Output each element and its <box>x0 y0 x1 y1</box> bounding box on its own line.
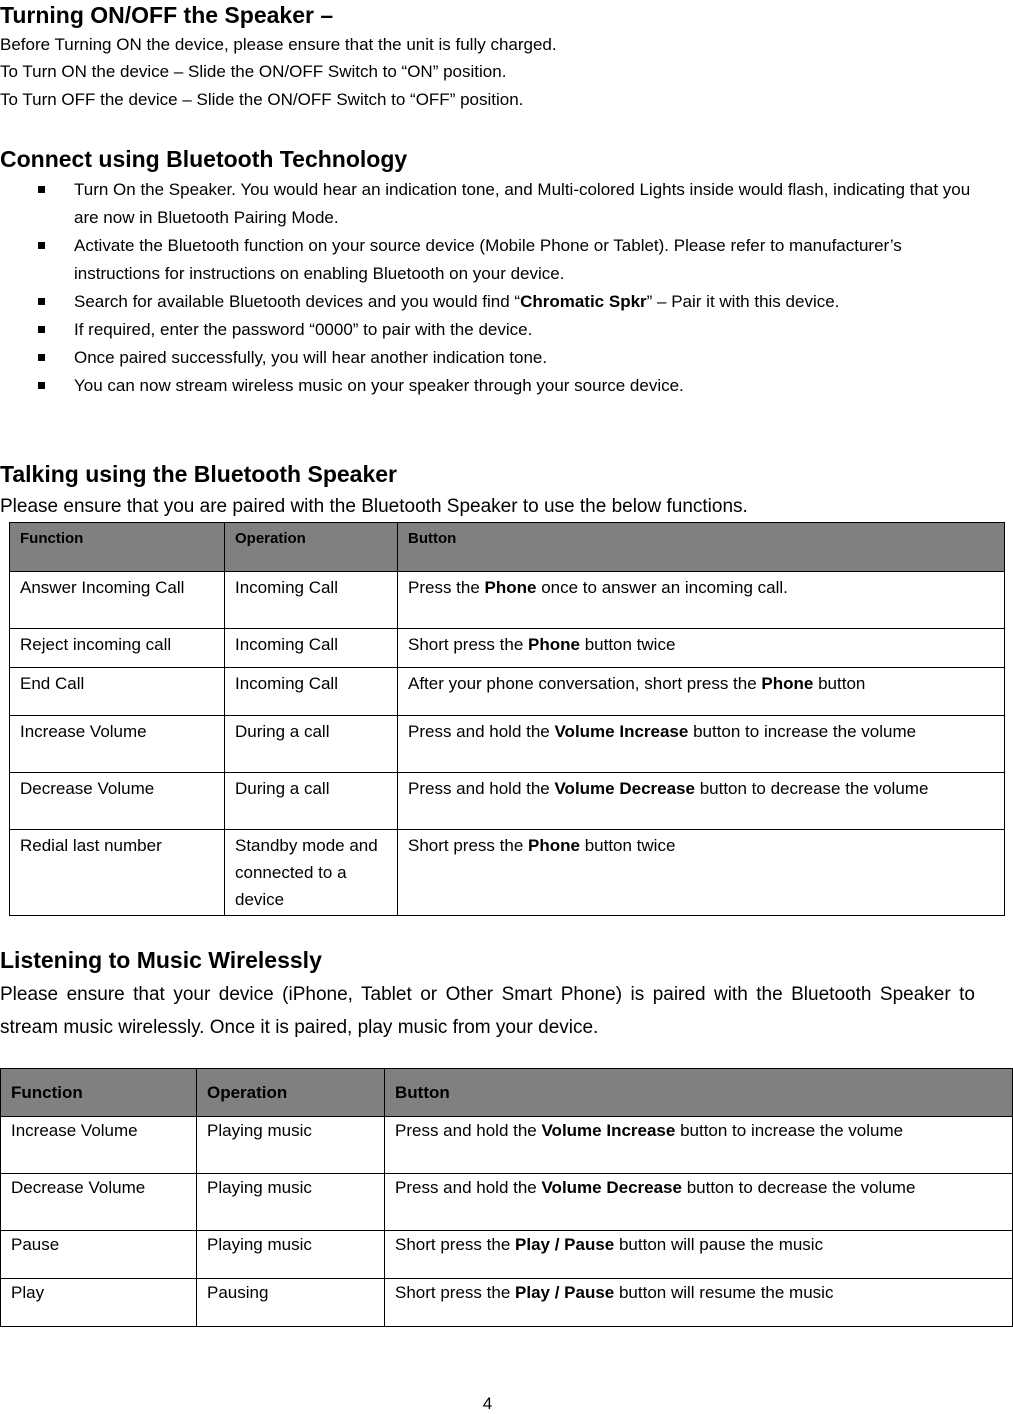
table-row <box>10 629 1005 668</box>
list-item <box>38 288 976 316</box>
button-text: Short press the <box>408 836 529 855</box>
button-text: button will resume the music <box>614 1283 834 1302</box>
step-text: Activate the Bluetooth function on your source device (Mobile Phone or Tablet). Please refer to manufacturer’s instructions for instructions on enabling Bluetooth on your device. <box>74 236 902 283</box>
operation-cell: Playing music <box>197 1117 385 1174</box>
operation-cell: Playing music <box>197 1231 385 1279</box>
column-header: Function <box>10 523 225 572</box>
function-cell: Increase Volume <box>1 1117 197 1174</box>
button-text: Press and hold the <box>395 1121 542 1140</box>
operation-cell: Incoming Call <box>225 668 398 716</box>
music-functions-table <box>0 1068 1013 1327</box>
square-bullet-icon <box>38 354 45 361</box>
column-header: Operation <box>197 1069 385 1117</box>
step-text: ” – Pair it with this device. <box>646 292 840 311</box>
function-cell: Pause <box>1 1231 197 1279</box>
button-text: Press and hold the <box>408 722 555 741</box>
button-cell <box>398 629 1005 668</box>
step-text: Once paired successfully, you will hear another indication tone. <box>74 348 548 367</box>
function-cell: Decrease Volume <box>10 773 225 830</box>
power-line: To Turn OFF the device – Slide the ON/OFF Switch to “OFF” position. <box>0 90 524 109</box>
button-name: Play / Pause <box>515 1283 615 1302</box>
operation-cell: Pausing <box>197 1279 385 1327</box>
square-bullet-icon <box>38 186 45 193</box>
function-cell: Play <box>1 1279 197 1327</box>
table-row <box>10 716 1005 773</box>
table-row <box>1 1174 1013 1231</box>
bluetooth-steps-list <box>38 176 976 400</box>
section-title-power: Turning ON/OFF the Speaker – <box>0 2 334 28</box>
button-cell <box>385 1174 1013 1231</box>
button-name: Volume Increase <box>541 1121 676 1140</box>
square-bullet-icon <box>38 298 45 305</box>
talking-intro: Please ensure that you are paired with the Bluetooth Speaker to use the below functions. <box>0 496 748 517</box>
button-cell <box>385 1279 1013 1327</box>
operation-cell: During a call <box>225 716 398 773</box>
button-text: button to decrease the volume <box>694 779 929 798</box>
table-row <box>10 830 1005 916</box>
table-row <box>10 668 1005 716</box>
button-name: Phone <box>761 674 814 693</box>
button-cell <box>398 830 1005 916</box>
button-text: Press and hold the <box>395 1178 542 1197</box>
square-bullet-icon <box>38 242 45 249</box>
square-bullet-icon <box>38 382 45 389</box>
call-functions-table <box>9 522 1005 916</box>
button-text: button twice <box>579 836 676 855</box>
operation-cell: Playing music <box>197 1174 385 1231</box>
function-cell: Reject incoming call <box>10 629 225 668</box>
table-row <box>10 773 1005 830</box>
button-cell <box>398 773 1005 830</box>
operation-cell: During a call <box>225 773 398 830</box>
button-text: button <box>813 674 866 693</box>
music-intro: Please ensure that your device (iPhone, Tablet or Other Smart Phone) is paired with the Bluetooth Speaker to stream music wirelessly. Once it is paired, play music from your device. <box>0 984 975 1038</box>
operation-cell: Incoming Call <box>225 572 398 629</box>
list-item <box>38 176 976 232</box>
button-text: Short press the <box>395 1283 516 1302</box>
button-name: Phone <box>528 635 580 654</box>
function-cell: Increase Volume <box>10 716 225 773</box>
section-title-bluetooth: Connect using Bluetooth Technology <box>0 146 408 172</box>
power-line: Before Turning ON the device, please ensure that the unit is fully charged. <box>0 35 557 54</box>
step-text: You can now stream wireless music on your speaker through your source device. <box>74 376 684 395</box>
list-item <box>38 316 976 344</box>
button-name: Phone <box>528 836 580 855</box>
column-header: Button <box>385 1069 1013 1117</box>
button-cell <box>385 1117 1013 1174</box>
list-item <box>38 232 976 288</box>
function-cell: End Call <box>10 668 225 716</box>
step-text: If required, enter the password “0000” to pair with the device. <box>74 320 533 339</box>
table-row <box>1 1279 1013 1327</box>
table-row <box>1 1117 1013 1174</box>
column-header: Function <box>1 1069 197 1117</box>
button-text: button to increase the volume <box>675 1121 904 1140</box>
column-header: Button <box>398 523 1005 572</box>
button-text: After your phone conversation, short press the <box>408 674 762 693</box>
function-cell: Answer Incoming Call <box>10 572 225 629</box>
operation-cell: Incoming Call <box>225 629 398 668</box>
table-header-row <box>1 1069 1013 1117</box>
table-header-row <box>10 523 1005 572</box>
button-text: button to increase the volume <box>688 722 917 741</box>
button-name: Volume Increase <box>554 722 689 741</box>
operation-cell: Standby mode and connected to a device <box>225 830 398 916</box>
step-text: Search for available Bluetooth devices and you would find “ <box>74 292 521 311</box>
button-text: button to decrease the volume <box>681 1178 916 1197</box>
button-name: Phone <box>484 578 537 597</box>
button-text: once to answer an incoming call. <box>536 578 788 597</box>
button-name: Volume Decrease <box>541 1178 682 1197</box>
button-cell <box>398 668 1005 716</box>
button-text: Short press the <box>395 1235 516 1254</box>
column-header: Operation <box>225 523 398 572</box>
button-cell <box>385 1231 1013 1279</box>
button-text: button will pause the music <box>614 1235 824 1254</box>
button-text: Short press the <box>408 635 529 654</box>
button-text: Press and hold the <box>408 779 555 798</box>
table-row <box>1 1231 1013 1279</box>
function-cell: Redial last number <box>10 830 225 916</box>
power-line: To Turn ON the device – Slide the ON/OFF Switch to “ON” position. <box>0 62 507 81</box>
button-cell <box>398 716 1005 773</box>
list-item <box>38 344 976 372</box>
button-text: Press the <box>408 578 485 597</box>
device-name: Chromatic Spkr <box>520 292 647 311</box>
section-title-talking: Talking using the Bluetooth Speaker <box>0 461 398 487</box>
step-text: Turn On the Speaker. You would hear an indication tone, and Multi-colored Lights inside would flash, indicating that you are now in Bluetooth Pairing Mode. <box>74 180 971 227</box>
button-cell <box>398 572 1005 629</box>
table-row <box>10 572 1005 629</box>
list-item <box>38 372 976 400</box>
page-number: 4 <box>482 1394 493 1413</box>
button-text: button twice <box>579 635 676 654</box>
button-name: Play / Pause <box>515 1235 615 1254</box>
square-bullet-icon <box>38 326 45 333</box>
function-cell: Decrease Volume <box>1 1174 197 1231</box>
section-title-music: Listening to Music Wirelessly <box>0 947 322 973</box>
button-name: Volume Decrease <box>554 779 695 798</box>
